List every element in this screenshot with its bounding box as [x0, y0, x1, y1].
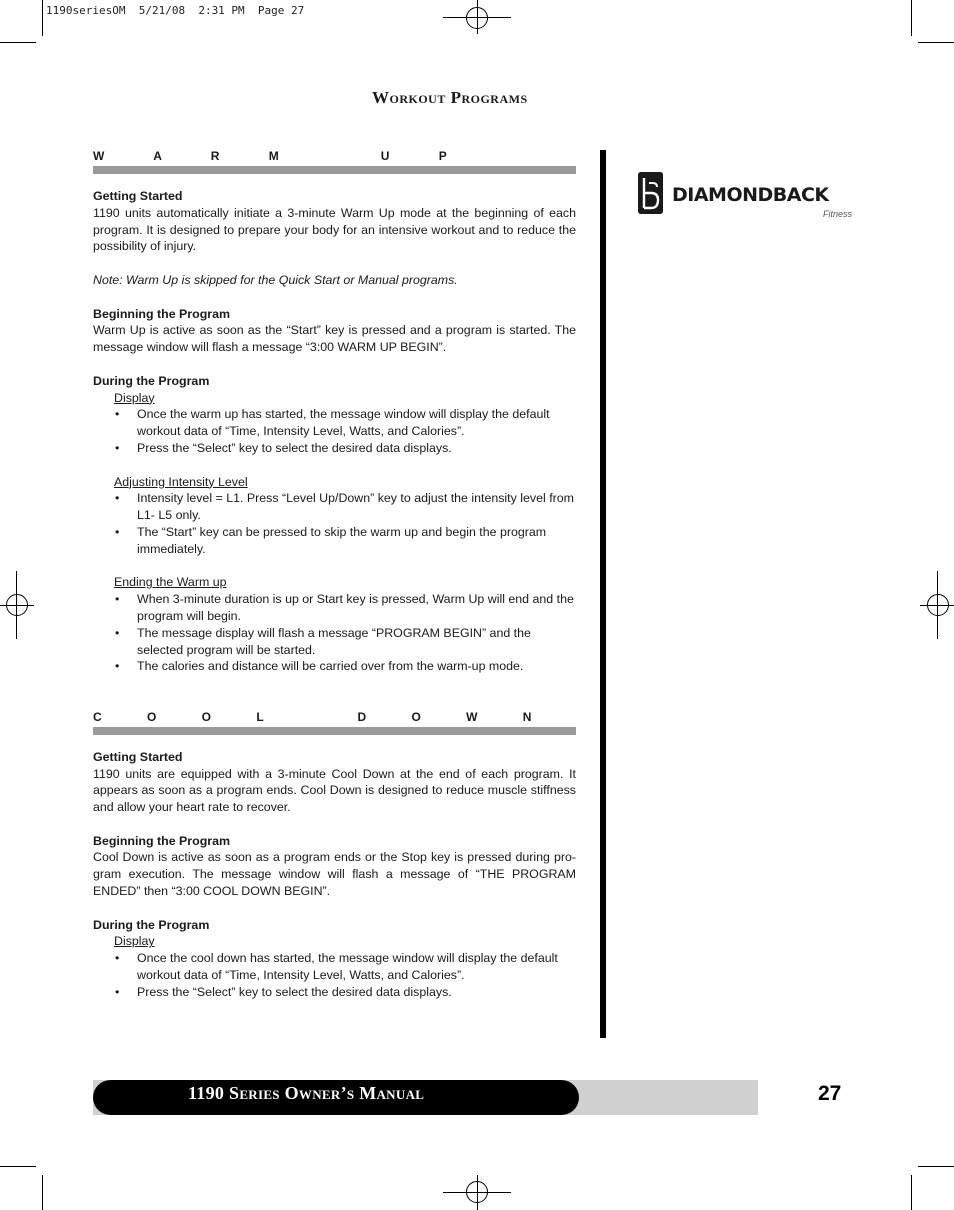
warmup-beginning-text: Warm Up is active as soon as the “Start” key is pressed and a program is started. The message window will flash a message “3:00 WARM UP BEGIN”. — [93, 323, 576, 355]
warmup-ending-label: Ending the Warm up — [114, 575, 227, 590]
cooldown-during-title: During the Program — [93, 917, 210, 932]
brand-name: DIAMONDBACK — [672, 184, 829, 206]
cooldown-beginning-title: Beginning the Program — [93, 833, 230, 848]
cooldown-getting-started-title: Getting Started — [93, 749, 183, 764]
cooldown-beginning-text: Cool Down is active as soon as a program ends or the Stop key is pressed during pro-gram execution. The message window will flash a message of “THE PROGRAM ENDED” then “3:00 COOL DOWN BEGIN”. — [93, 850, 576, 899]
main-column — [93, 148, 576, 1001]
page-number: 27 — [818, 1082, 842, 1105]
print-slug: 1190seriesOM 5/21/08 2:31 PM Page 27 — [46, 4, 305, 17]
list-item: • The “Start” key can be pressed to skip the warm up and begin the program immediately. — [115, 524, 547, 556]
crop-mark — [911, 1175, 912, 1210]
list-item: • Intensity level = L1. Press “Level Up/Down” key to adjust the intensity level from L1- L5 only. — [115, 491, 574, 523]
cooldown-heading: C O O L D O W N — [93, 709, 553, 724]
warmup-heading: W A R M U P — [93, 149, 470, 163]
crop-mark — [911, 0, 912, 36]
diamondback-logo-icon — [638, 172, 663, 214]
warmup-adjusting-label: Adjusting Intensity Level — [114, 474, 248, 489]
crop-mark — [0, 42, 36, 43]
list-item: • Once the cool down has started, the message window will display the default workout data of “Time, Intensity Level, Watts, and Calories”. — [115, 951, 558, 983]
crop-mark — [918, 42, 954, 43]
list-item: • Press the “Select” key to select the desired data displays. — [115, 440, 452, 455]
warmup-getting-started-title: Getting Started — [93, 189, 183, 203]
footer-title: 1190 Series Owner’s Manual — [188, 1083, 425, 1103]
column-divider — [600, 150, 606, 1038]
warmup-during-title: During the Program — [93, 373, 210, 388]
cooldown-display-label: Display — [114, 934, 155, 949]
warmup-getting-started-text: 1190 units automatically initiate a 3-minute Warm Up mode at the beginning of each program. It is designed to prepare your body for an intensive workout and to reduce the possibility of injury. — [93, 205, 576, 254]
warmup-display-label: Display — [114, 390, 155, 405]
crop-mark — [918, 1166, 954, 1167]
brand-logo — [638, 170, 860, 222]
list-item: • When 3-minute duration is up or Start key is pressed, Warm Up will end and the program will begin. — [115, 592, 574, 623]
heading-rule — [93, 166, 576, 174]
heading-rule — [93, 727, 576, 735]
list-item: • The calories and distance will be carried over from the warm-up mode. — [115, 659, 524, 674]
brand-subtitle: Fitness — [823, 209, 853, 219]
list-item: • The message display will flash a message “PROGRAM BEGIN” and the selected program will be started. — [115, 625, 531, 657]
crop-mark — [0, 1166, 36, 1167]
crop-mark — [42, 0, 43, 36]
list-item: • Once the warm up has started, the message window will display the default workout data of “Time, Intensity Level, Watts, and Calories”. — [115, 407, 550, 439]
warmup-note: Note: Warm Up is skipped for the Quick Start or Manual programs. — [93, 272, 458, 287]
section-title: Workout Programs — [372, 88, 528, 107]
list-item: • Press the “Select” key to select the desired data displays. — [115, 984, 452, 999]
cooldown-getting-started-text: 1190 units are equipped with a 3-minute Cool Down at the end of each program. It appears as soon as a program ends. Cool Down is designed to reduce muscle stiffness and allow your heart rate to recover. — [93, 766, 576, 815]
warmup-beginning-title: Beginning the Program — [93, 306, 230, 321]
crop-mark — [42, 1175, 43, 1210]
